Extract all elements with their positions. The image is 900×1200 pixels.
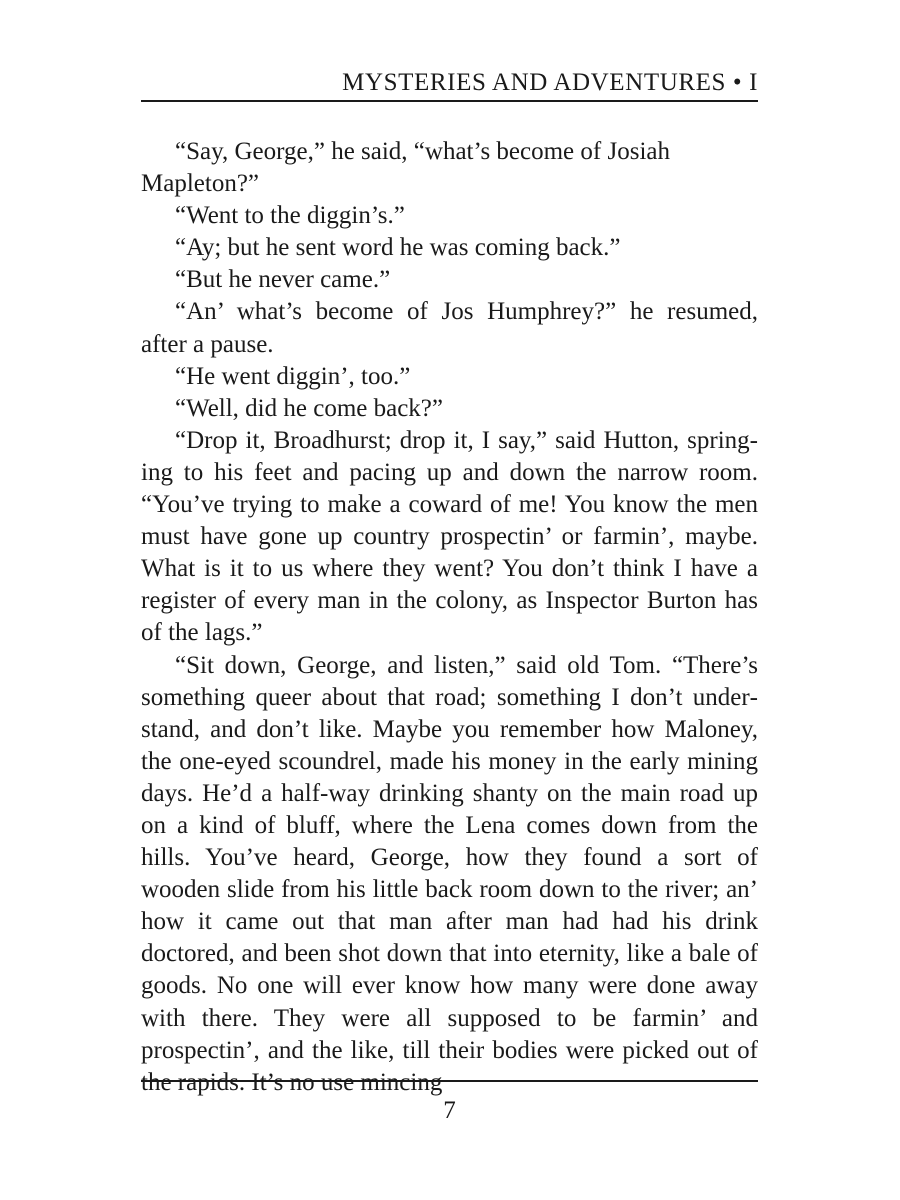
paragraph: “He went diggin’, too.”	[175, 362, 411, 390]
paragraph: “But he never came.”	[175, 266, 391, 294]
paragraph: “An’ what’s become of Jos Humphrey?” he resumed, after a pause.	[141, 298, 758, 358]
paragraph: “Ay; but he sent word he was coming back.”	[175, 234, 621, 262]
paragraph: “Sit down, George, and listen,” said old Tom. “There’s something queer about that road; something I don’t understand, and don’t like. Maybe you remember how Maloney, the one-eyed scoundrel, made his money in the early mining days. He’d a half-way drinking shanty on the main road up on a kind of bluff, where the Lena comes down from the hills. You’ve heard, George, how they found a sort of wooden slide from his little back room down to the river; an’ how it came out that man after man had had his drink doctored, and been shot down that into eternity, like a bale of goods. No one will ever know how many were done away with there. They were all supposed to be farmin’ and prospectin’, and the like, till their bodies were picked out of the rapids. It’s no use mincing	[141, 651, 758, 1096]
body-text	[141, 136, 758, 1099]
paragraph: “Drop it, Broadhurst; drop it, I say,” said Hutton, springing to his feet and pacing up and down the narrow room. “You’ve trying to make a coward of me! You know the men must have gone up country prospectin’ or farmin’, maybe. What is it to us where they went? You don’t think I have a register of every man in the colony, as Inspector Burton has of the lags.”	[141, 426, 758, 647]
running-head: MYSTERIES AND ADVENTURES • I	[342, 69, 758, 96]
header-rule	[141, 100, 758, 102]
paragraph: “Went to the diggin’s.”	[175, 202, 405, 230]
paragraph: “Well, did he come back?”	[175, 394, 443, 422]
footer-rule	[141, 1080, 758, 1082]
paragraph: “Say, George,” he said, “what’s become of Josiah Mapleton?”	[141, 138, 670, 198]
page-number: 7	[443, 1097, 456, 1124]
